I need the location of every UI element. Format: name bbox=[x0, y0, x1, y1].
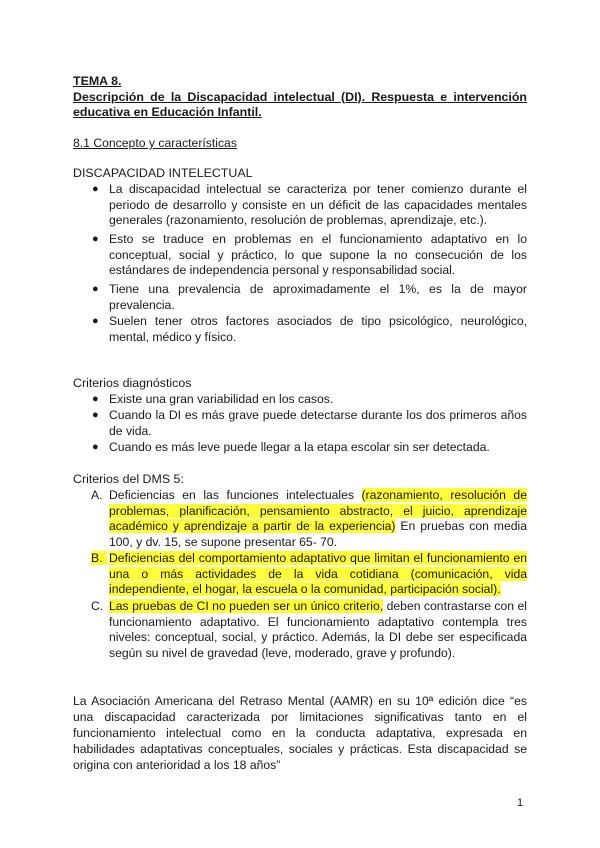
dms-item-a bbox=[109, 488, 527, 550]
bullet-icon: ● bbox=[92, 233, 99, 245]
dms-b-marker: B. bbox=[91, 551, 107, 565]
di-item-1: La discapacidad intelectual se caracteriza por tener comienzo durante el periodo de desarrollo y consiste en un déficit de las capacidades mentales generales (razonamiento, resolución de problemas, aprendizaje, etc.). bbox=[109, 182, 527, 228]
criteria-heading: Criterios diagnósticos bbox=[73, 376, 192, 390]
criteria-item-3: Cuando es más leve puede llegar a la etapa escolar sin ser detectada. bbox=[109, 440, 490, 454]
page-number: 1 bbox=[517, 797, 524, 809]
dms-item-c bbox=[109, 599, 527, 661]
bullet-icon: ● bbox=[92, 283, 99, 295]
dms-a-highlight: (razonamiento, resolución de problemas, planificación, pensamiento abstracto, el juicio, aprendizaje académico y aprendizaje a partir de la experiencia) bbox=[109, 488, 527, 534]
criteria-item-2: Cuando la DI es más grave puede detectarse durante los dos primeros años de vida. bbox=[109, 408, 527, 438]
di-heading: DISCAPACIDAD INTELECTUAL bbox=[73, 166, 253, 180]
bullet-icon: ● bbox=[92, 315, 99, 327]
bullet-icon: ● bbox=[92, 409, 99, 421]
dms-a-text2: En pruebas con media 100, y dv. 15, se supone presentar 65- 70. bbox=[109, 519, 527, 549]
di-item-3: Tiene una prevalencia de aproximadamente el 1%, es la de mayor prevalencia. bbox=[109, 282, 527, 312]
section-heading: 8.1 Concepto y características bbox=[73, 136, 237, 150]
di-item-4: Suelen tener otros factores asociados de tipo psicológico, neurológico, mental, médico y físico. bbox=[109, 314, 527, 344]
bullet-icon: ● bbox=[92, 393, 99, 405]
dms-a-text1: Deficiencias en las funciones intelectuales bbox=[109, 488, 362, 502]
criteria-item-1: Existe una gran variabilidad en los casos. bbox=[109, 392, 334, 406]
dms-c-highlight: Las pruebas de CI no pueden ser un único criterio, bbox=[109, 599, 384, 613]
dms-heading: Criterios del DMS 5: bbox=[73, 472, 184, 486]
di-item-2: Esto se traduce en problemas en el funcionamiento adaptativo en lo conceptual, social y práctico, lo que supone la no consecución de los estándares de independencia personal y responsabilidad social. bbox=[109, 232, 527, 278]
title-text: Descripción de la Discapacidad intelectual (DI). Respuesta e intervención educativa en Educación Infantil. bbox=[73, 89, 527, 119]
dms-c-text: deben contrastarse con el funcionamiento adaptativo. El funcionamiento adaptativo contempla tres niveles: conceptual, social, y práctico. Además, la DI debe ser especificada según su nivel de gravedad (leve, moderado, grave y profundo). bbox=[109, 599, 528, 660]
tema-label: TEMA 8. bbox=[73, 74, 122, 88]
aamr-paragraph: La Asociación Americana del Retraso Mental (AAMR) en su 10ª edición dice “es una discapacidad caracterizada por limitaciones significativas tanto en el funcionamiento intelectual como en la conducta adaptativa, expresada en habilidades adaptativas conceptuales, sociales y prácticas. Esta discapacidad se origina con anterioridad a los 18 años” bbox=[73, 694, 527, 772]
dms-c-marker: C. bbox=[91, 599, 104, 613]
bullet-icon: ● bbox=[92, 441, 99, 453]
dms-item-b bbox=[109, 551, 527, 598]
dms-b-highlight: Deficiencias del comportamiento adaptativo que limitan el funcionamiento en una o más actividades de la vida cotidiana (comunicación, vida independiente, el hogar, la escuela o la comunidad, participación social). bbox=[109, 551, 527, 597]
dms-a-marker: A. bbox=[91, 488, 103, 502]
document-title bbox=[73, 74, 527, 121]
bullet-icon: ● bbox=[92, 183, 99, 195]
